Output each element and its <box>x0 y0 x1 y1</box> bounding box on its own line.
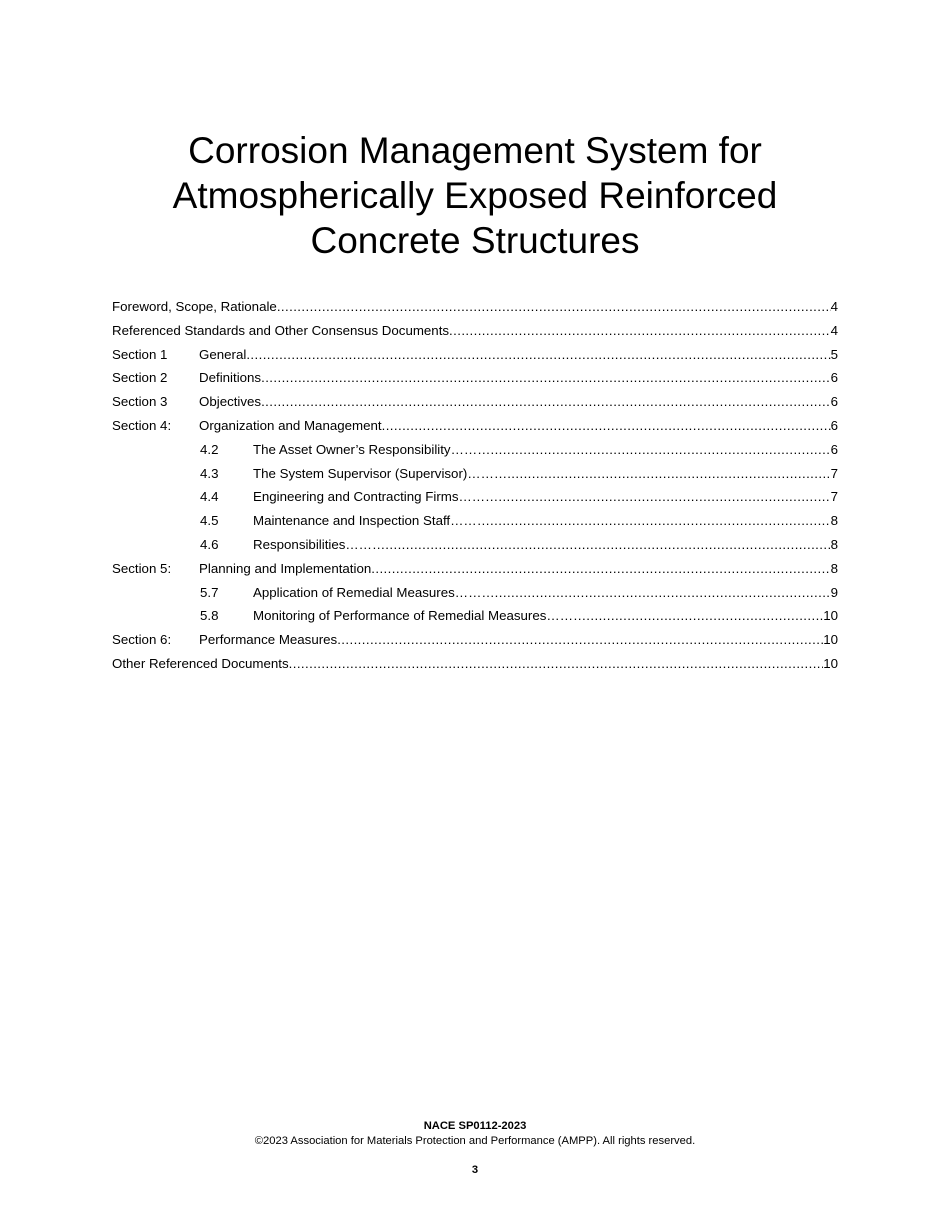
toc-page-number: 6 <box>830 394 838 410</box>
toc-dot-leader <box>490 509 831 533</box>
toc-entry-title: Other Referenced Documents <box>112 655 289 671</box>
toc-entry[interactable] <box>112 652 838 676</box>
toc-section-label: Section 1 <box>112 346 168 362</box>
toc-dot-leader <box>371 557 830 581</box>
toc-dot-leader <box>495 581 831 605</box>
toc-entry[interactable] <box>112 604 838 628</box>
toc-section-label: Section 2 <box>112 370 168 386</box>
toc-page-number: 8 <box>830 560 838 576</box>
toc-dot-leader <box>382 414 831 438</box>
footer-copyright: ©2023 Association for Materials Protection and Performance (AMPP). All rights reserved. <box>254 1135 696 1147</box>
toc-dot-leader <box>337 628 823 652</box>
toc-entry-title: The Asset Owner’s Responsibility……… <box>253 441 491 457</box>
table-of-contents <box>112 295 838 676</box>
toc-dot-leader <box>261 390 831 414</box>
toc-page-number: 7 <box>830 465 838 481</box>
toc-dot-leader <box>385 533 830 557</box>
toc-entry[interactable] <box>112 628 838 652</box>
toc-entry[interactable] <box>112 343 838 367</box>
title-line-2: Atmospherically Exposed Reinforced <box>172 175 778 216</box>
toc-section-label: Section 5: <box>112 560 172 576</box>
toc-subsection-number: 4.4 <box>200 489 219 505</box>
toc-entry-title: Objectives <box>199 394 262 410</box>
toc-entry-title: Planning and Implementation <box>199 560 372 576</box>
toc-dot-leader <box>246 343 830 367</box>
toc-dot-leader <box>507 462 830 486</box>
toc-entry-title: General <box>199 346 247 362</box>
title-line-1: Corrosion Management System for <box>188 130 762 171</box>
toc-page-number: 7 <box>830 489 838 505</box>
toc-entry[interactable] <box>112 414 838 438</box>
toc-entry-title: Organization and Management <box>199 417 382 433</box>
toc-subsection-number: 4.2 <box>200 441 219 457</box>
toc-entry-title: Maintenance and Inspection Staff……… <box>253 513 491 529</box>
toc-entry[interactable] <box>112 319 838 343</box>
toc-entry[interactable] <box>112 581 838 605</box>
toc-dot-leader <box>289 652 824 676</box>
toc-page-number: 10 <box>823 632 838 648</box>
toc-subsection-number: 4.6 <box>200 536 219 552</box>
toc-page-number: 6 <box>830 417 838 433</box>
toc-section-label: Section 6: <box>112 632 172 648</box>
toc-section-label: Section 4: <box>112 417 172 433</box>
toc-entry-title: Monitoring of Performance of Remedial Measures……… <box>253 608 587 624</box>
toc-page-number: 4 <box>830 299 838 314</box>
toc-entry[interactable] <box>112 295 838 319</box>
footer-document-id: NACE SP0112-2023 <box>423 1120 527 1132</box>
toc-page-number: 10 <box>823 608 838 624</box>
toc-dot-leader <box>490 438 830 462</box>
toc-entry[interactable] <box>112 557 838 581</box>
toc-entry-title: The System Supervisor (Supervisor)……… <box>253 465 508 481</box>
toc-entry-title: Definitions <box>199 370 262 386</box>
toc-entry-title: Foreword, Scope, Rationale <box>112 299 277 314</box>
toc-entry[interactable] <box>112 462 838 486</box>
toc-entry[interactable] <box>112 366 838 390</box>
toc-page-number: 5 <box>830 346 838 362</box>
document-title <box>0 128 950 263</box>
toc-dot-leader <box>277 295 831 319</box>
toc-subsection-number: 4.3 <box>200 465 219 481</box>
toc-entry[interactable] <box>112 438 838 462</box>
toc-section-label: Section 3 <box>112 394 168 410</box>
toc-page-number: 8 <box>830 536 838 552</box>
toc-dot-leader <box>586 604 823 628</box>
toc-entry-title: Responsibilities……… <box>253 536 386 552</box>
page-number: 3 <box>471 1164 479 1176</box>
toc-subsection-number: 5.8 <box>200 608 219 624</box>
toc-entry[interactable] <box>112 390 838 414</box>
toc-dot-leader <box>498 485 830 509</box>
toc-page-number: 6 <box>830 370 838 386</box>
toc-entry[interactable] <box>112 533 838 557</box>
toc-page-number: 4 <box>830 322 838 338</box>
toc-page-number: 6 <box>830 441 838 457</box>
toc-dot-leader <box>449 319 831 343</box>
title-line-3: Concrete Structures <box>310 220 640 261</box>
toc-subsection-number: 5.7 <box>200 584 219 600</box>
toc-page-number: 10 <box>823 655 838 671</box>
toc-subsection-number: 4.5 <box>200 513 219 529</box>
toc-entry-title: Referenced Standards and Other Consensus Documents <box>112 322 450 338</box>
toc-entry-title: Performance Measures <box>199 632 338 648</box>
toc-entry-title: Application of Remedial Measures……… <box>253 584 495 600</box>
toc-page-number: 8 <box>830 513 838 529</box>
toc-entry[interactable] <box>112 485 838 509</box>
toc-page-number: 9 <box>830 584 838 600</box>
toc-entry[interactable] <box>112 509 838 533</box>
toc-dot-leader <box>261 366 831 390</box>
toc-entry-title: Engineering and Contracting Firms……… <box>253 489 499 505</box>
